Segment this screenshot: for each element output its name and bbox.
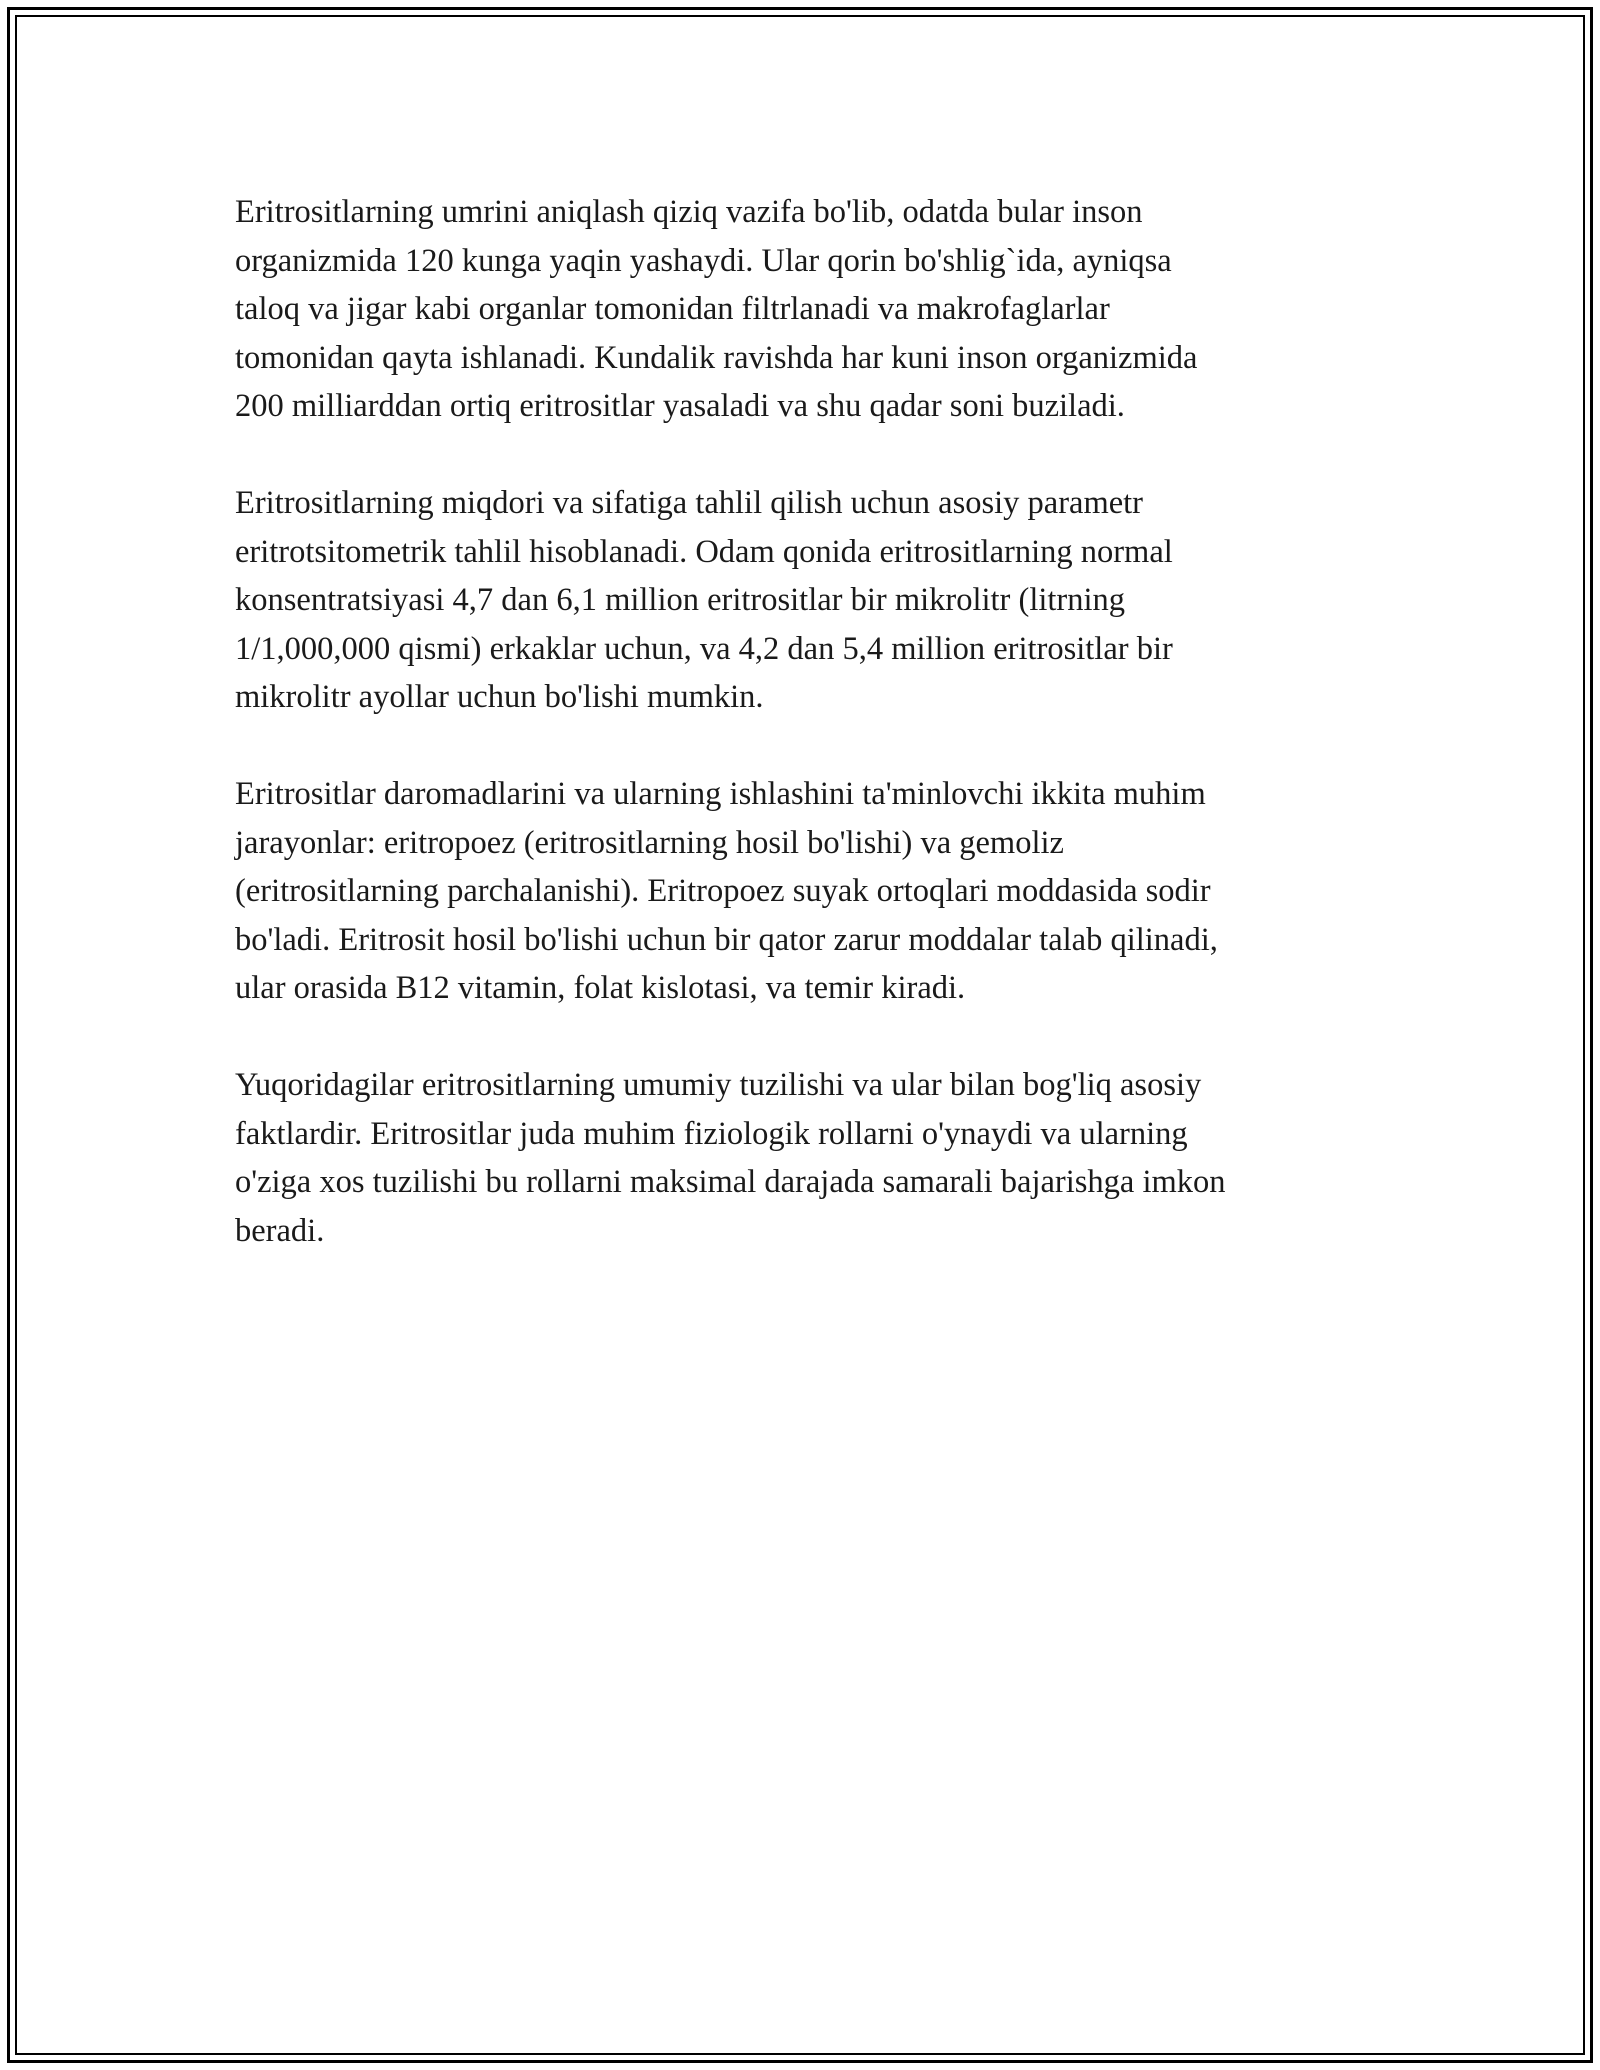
paragraph-line: faktlardir. Eritrositlar juda muhim fiziologik rollarni o'ynaydi va ularning: [235, 1115, 1188, 1152]
paragraph-1: [235, 188, 1365, 431]
paragraph-line: tomonidan qayta ishlanadi. Kundalik ravishda har kuni inson organizmida: [235, 339, 1198, 376]
paragraph-line: Yuqoridagilar eritrositlarning umumiy tuzilishi va ular bilan bog'liq asosiy: [235, 1067, 1202, 1103]
paragraph-line: (eritrositlarning parchalanishi). Eritropoez suyak ortoqlari moddasida sodir: [235, 873, 1211, 909]
paragraph-line: 200 milliarddan ortiq eritrositlar yasaladi va shu qadar soni buziladi.: [235, 388, 1125, 424]
paragraph-line: eritrotsitometrik tahlil hisoblanadi. Odam qonida eritrositlarning normal: [235, 533, 1173, 570]
paragraph-line: mikrolitr ayollar uchun bo'lishi mumkin.: [235, 679, 764, 715]
paragraph-line: konsentratsiyasi 4,7 dan 6,1 million eritrositlar bir mikrolitr (litrning: [235, 582, 1126, 618]
document-body: [235, 188, 1365, 1304]
paragraph-line: ular orasida B12 vitamin, folat kislotasi, va temir kiradi.: [235, 970, 966, 1006]
paragraph-line: taloq va jigar kabi organlar tomonidan filtrlanadi va makrofaglarlar: [235, 291, 1110, 327]
paragraph-3: [235, 770, 1365, 1013]
paragraph-line: o'ziga xos tuzilishi bu rollarni maksimal darajada samarali bajarishga imkon: [235, 1164, 1226, 1200]
paragraph-line: jarayonlar: eritropoez (eritrositlarning hosil bo'lishi) va gemoliz: [235, 824, 1064, 861]
paragraph-line: organizmida 120 kunga yaqin yashaydi. Ular qorin bo'shlig`ida, ayniqsa: [235, 242, 1172, 279]
paragraph-line: beradi.: [235, 1212, 325, 1249]
paragraph-line: Eritrositlarning miqdori va sifatiga tahlil qilish uchun asosiy parametr: [235, 485, 1144, 521]
paragraph-line: 1/1,000,000 qismi) erkaklar uchun, va 4,2 dan 5,4 million eritrositlar bir: [235, 630, 1173, 667]
paragraph-line: Eritrositlarning umrini aniqlash qiziq vazifa bo'lib, odatda bular inson: [235, 194, 1143, 230]
paragraph-4: [235, 1061, 1365, 1255]
paragraph-line: bo'ladi. Eritrosit hosil bo'lishi uchun bir qator zarur moddalar talab qilinadi,: [235, 921, 1218, 958]
paragraph-2: [235, 479, 1365, 722]
paragraph-line: Eritrositlar daromadlarini va ularning ishlashini ta'minlovchi ikkita muhim: [235, 776, 1206, 812]
